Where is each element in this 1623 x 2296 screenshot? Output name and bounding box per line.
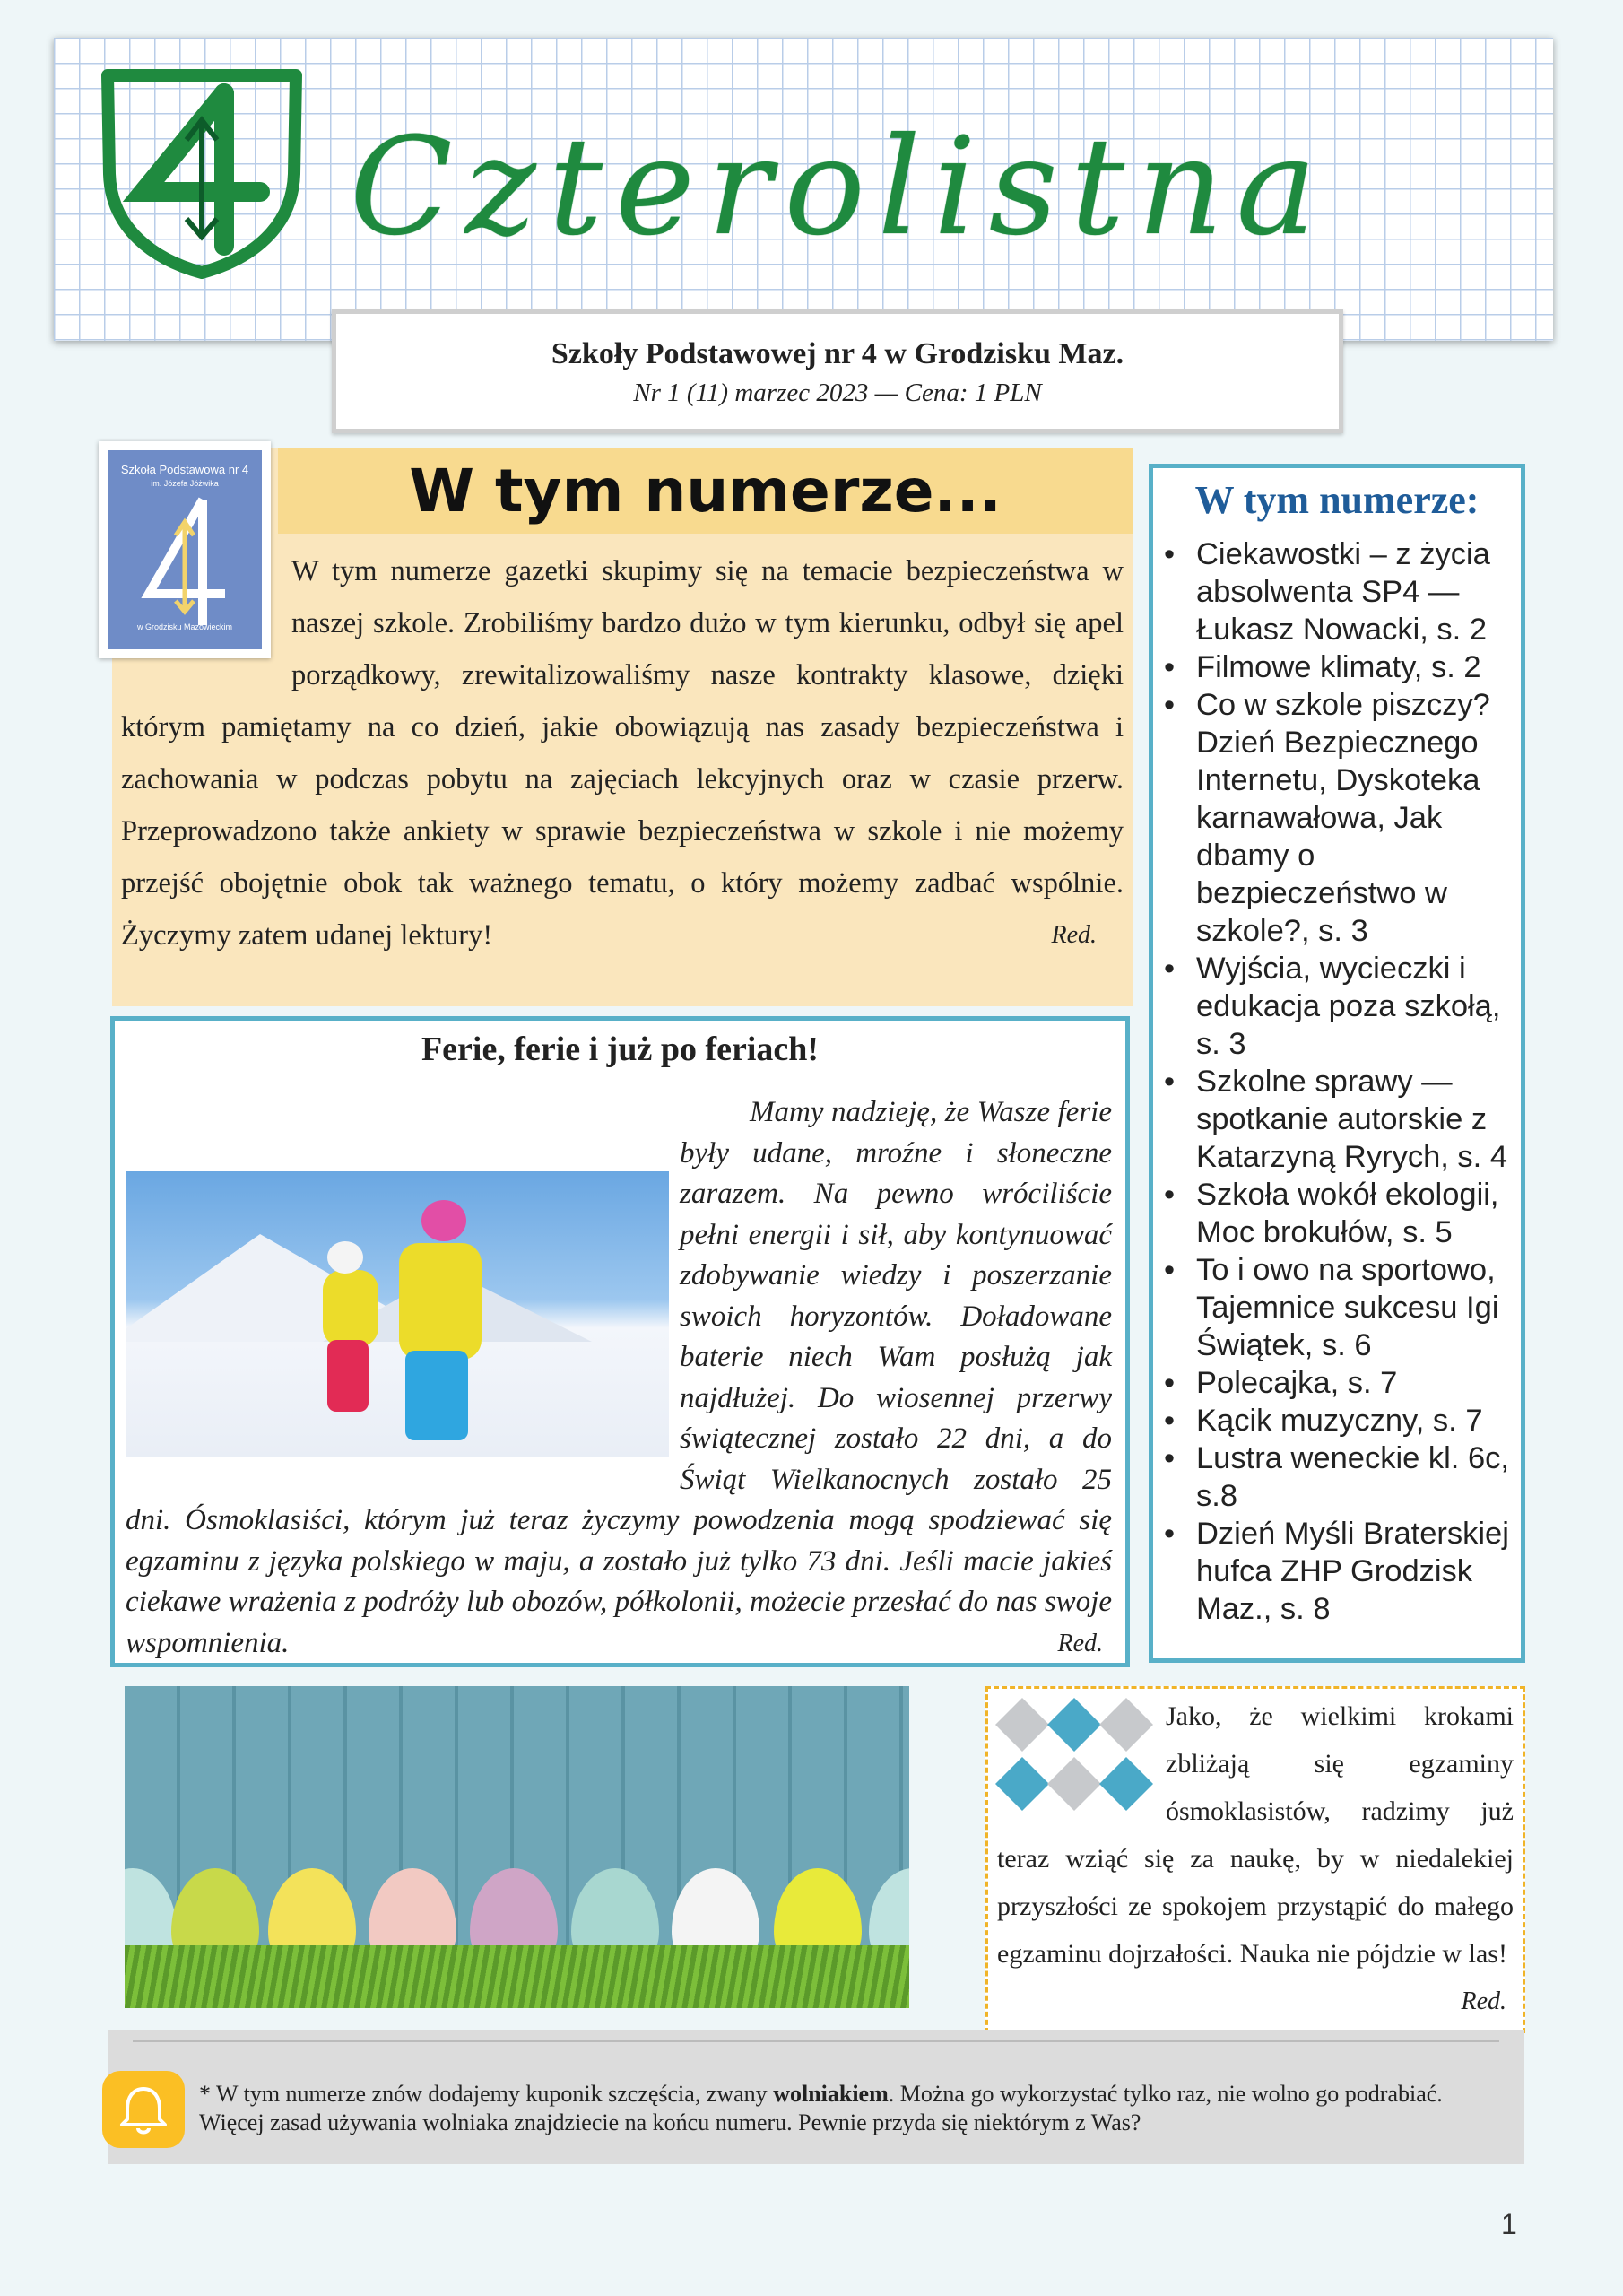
ferie-text (126, 1092, 1112, 1664)
footer-note (108, 2030, 1524, 2164)
school-logo (99, 441, 271, 658)
toc-item[interactable]: • Dzień Myśli Braterskiej hufca ZHP Grodzisk Maz., s. 8 (1196, 1515, 1515, 1628)
toc-item[interactable]: • Lustra weneckie kl. 6c, s.8 (1196, 1439, 1515, 1515)
note-text: * W tym numerze znów dodajemy kuponik szczęścia, zwany wolniakiem. Można go wykorzystać tylko raz, nie wolno go podrabiać. Więcej zasad używania wolniaka znajdziecie na końcu numeru. Pewnie przyda się niektórym z Was? (199, 2081, 1443, 2135)
ferie-article (110, 1016, 1130, 1667)
exam-body: Jako, że wielkimi krokami zbliżają się egzaminy ósmoklasistów, radzimy już teraz wziąć się za naukę, by w niedalekiej przyszłości ze spokojem przystąpić do małego egzaminu dojrzałości. Nauka nie pójdzie w las! (997, 1701, 1514, 1969)
table-of-contents (1149, 464, 1525, 1663)
logo-school-town: w Grodzisku Mazowieckim (136, 622, 233, 631)
exam-note (985, 1686, 1525, 2033)
bell-icon (102, 2071, 185, 2148)
school-shield-logo-icon (90, 57, 314, 282)
toc-item[interactable]: • Polecajka, s. 7 (1196, 1364, 1515, 1402)
issue-box (332, 309, 1343, 433)
school-name: Szkoły Podstawowej nr 4 w Grodzisku Maz. (551, 337, 1124, 370)
issue-info: Nr 1 (11) marzec 2023 — Cena: 1 PLN (633, 378, 1042, 407)
intro-heading: W tym numerze... (409, 457, 1002, 526)
toc-item[interactable]: • To i owo na sportowo, Tajemnice sukcesu Igi Świątek, s. 6 (1196, 1251, 1515, 1364)
school-emblem-icon (140, 495, 230, 630)
toc-list (1153, 535, 1521, 1628)
toc-item[interactable]: • Ciekawostki – z życia absolwenta SP4 — Łukasz Nowacki, s. 2 (1196, 535, 1515, 648)
toc-item[interactable]: • Co w szkole piszczy? Dzień Bezpiecznego Internetu, Dyskoteka karnawałowa, Jak dbamy o bezpieczeństwo w szkole?, s. 3 (1196, 686, 1515, 950)
logo-school-patron: im. Józefa Jóżwika (151, 479, 219, 488)
note-divider (133, 2040, 1499, 2042)
toc-title: W tym numerze: (1194, 478, 1480, 522)
masthead (54, 38, 1553, 341)
wolniak-term: wolniakiem (773, 2081, 889, 2107)
intro-text (121, 545, 1124, 961)
exam-signature: Red. (1461, 1987, 1506, 2015)
toc-item[interactable]: • Filmowe klimaty, s. 2 (1196, 648, 1515, 686)
ferie-body: Mamy nadzieję, że Wasze ferie były udane, mroźne i słoneczne zarazem. Na pewno wróciliście pełni energii i sił, aby kontynuować zdobywanie wiedzy i poszerzanie swoich horyzontów. Doładowane baterie niech Wam posłużą jak najdłużej. Do wiosennej przerwy świątecznej zostało 22 dni, a do Świąt Wielkanocnych zostało 25 dni. Ósmoklasiści, którym już teraz życzymy powodzenia mogą spodziewać się egzaminu z języka polskiego w maju, a zostało już tylko 73 dni. Jeśli macie jakieś ciekawe wrażenia z podróży lub obozów, półkolonii, możecie przesłać do nas swoje wspomnienia. (126, 1096, 1112, 1659)
diamonds-decoration-icon (995, 1698, 1153, 1814)
toc-item[interactable]: • Kącik muzyczny, s. 7 (1196, 1402, 1515, 1439)
ferie-title: Ferie, ferie i już po feriach! (421, 1031, 820, 1068)
toc-item[interactable]: • Wyjścia, wycieczki i edukacja poza szkołą, s. 3 (1196, 950, 1515, 1063)
newspaper-title: Czterolistna (350, 109, 1330, 265)
easter-eggs-image (125, 1686, 909, 2008)
intro-signature: Red. (1051, 921, 1097, 949)
page-number: 1 (1501, 2208, 1517, 2240)
toc-item[interactable]: • Szkoła wokół ekologii, Moc brokułów, s. 5 (1196, 1176, 1515, 1251)
logo-school-name: Szkoła Podstawowa nr 4 (120, 463, 249, 476)
ski-photo (126, 1171, 669, 1457)
toc-item[interactable]: • Szkolne sprawy — spotkanie autorskie z Katarzyną Ryrych, s. 4 (1196, 1063, 1515, 1176)
intro-body: W tym numerze gazetki skupimy się na temacie bezpieczeństwa w naszej szkole. Zrobiliśmy bardzo dużo w tym kierunku, odbył się apel porządkowy, zrewitalizowaliśmy nasze kontrakty klasowe, dzięki którym pamiętamy na co dzień, jakie obowiązują nas zasady bezpieczeństwa i zachowania w podczas pobytu na zajęciach lekcyjnych oraz w czasie przerw. Przeprowadzono także ankiety w sprawie bezpieczeństwa w szkole i nie możemy przejść obojętnie obok tak ważnego tematu, o który możemy zadbać wspólnie. Życzymy zatem udanej lektury! (121, 555, 1124, 952)
ferie-signature: Red. (1057, 1629, 1103, 1657)
